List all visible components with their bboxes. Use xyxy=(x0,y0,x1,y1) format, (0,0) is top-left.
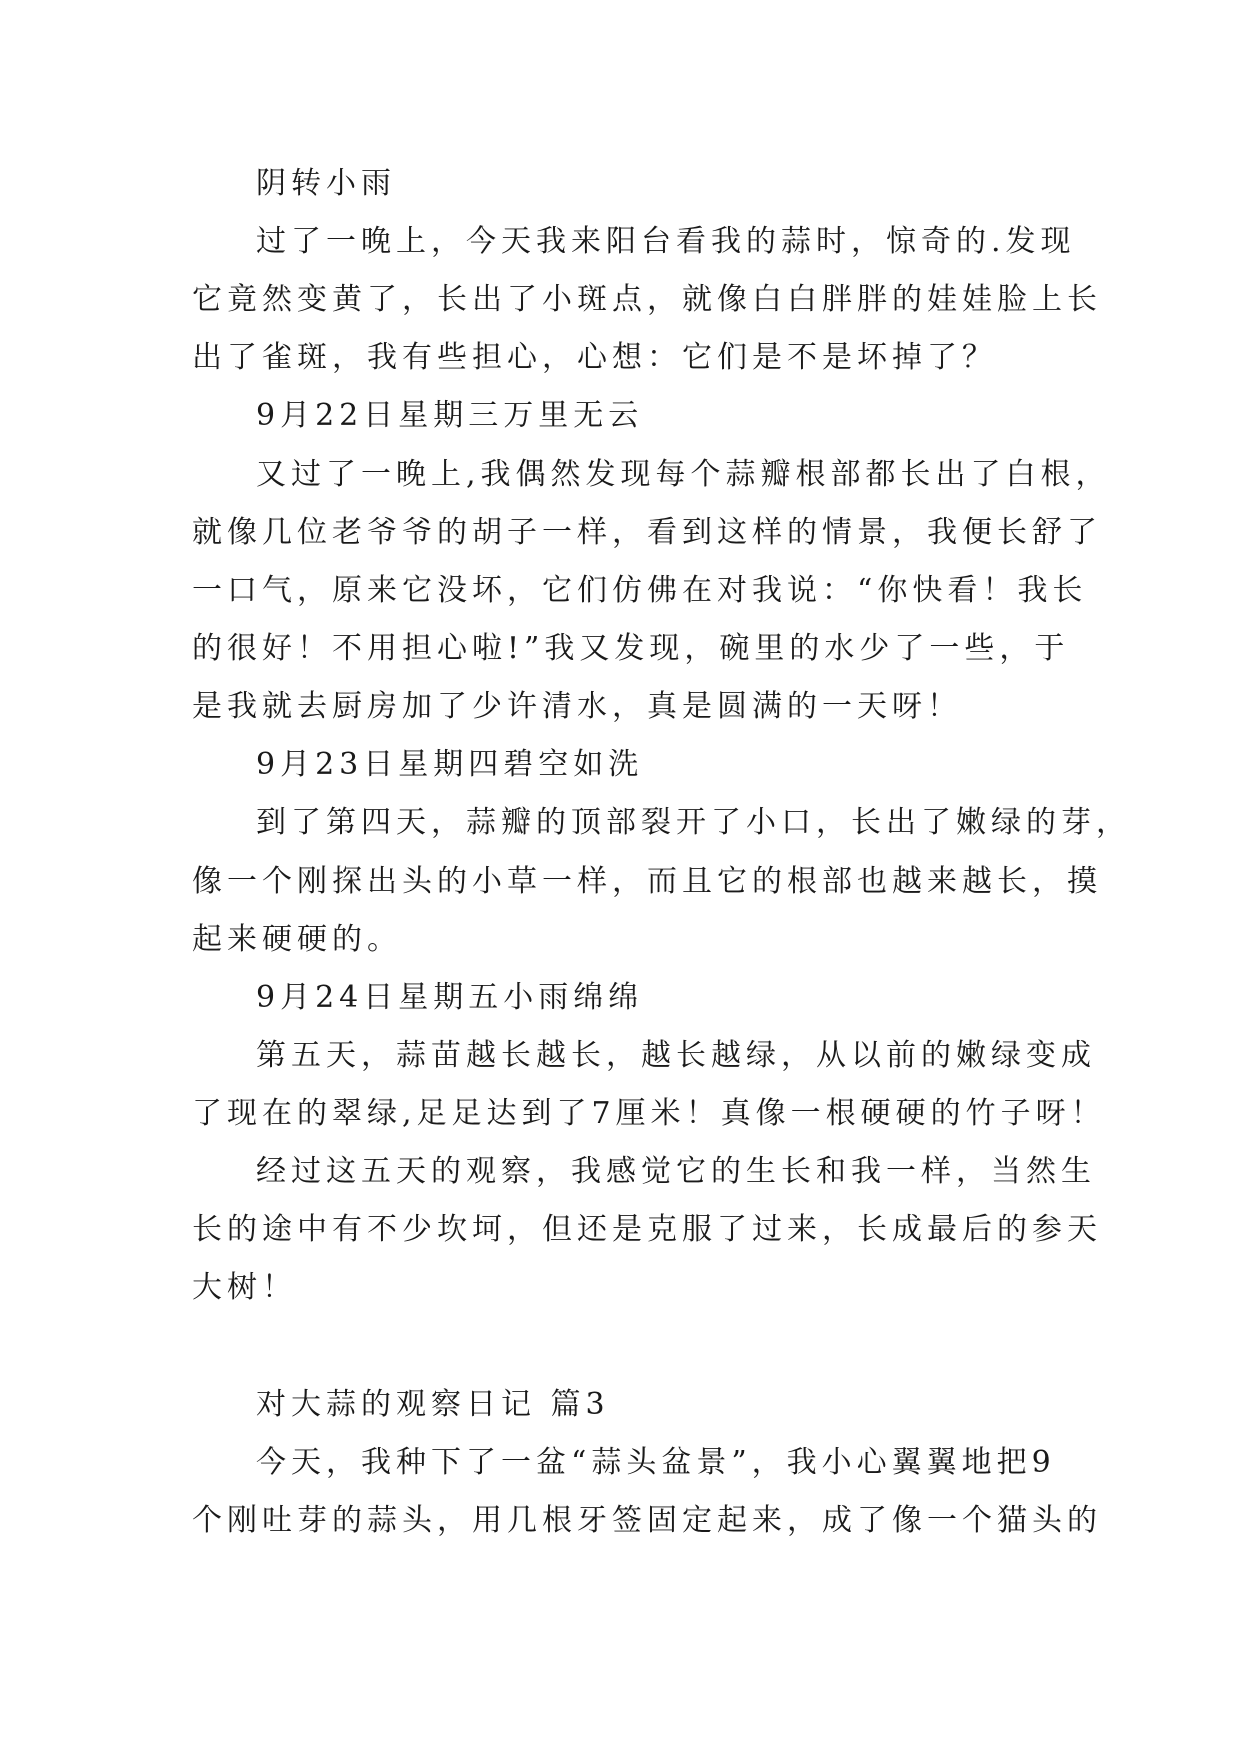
paragraph-line: 大树！ xyxy=(192,1270,297,1305)
paragraph-line: 又过了一晚上,我偶然发现每个蒜瓣根部都长出了白根， xyxy=(256,457,1111,492)
date-heading: 9月22日星期三万里无云 xyxy=(256,398,644,433)
paragraph-line: 过了一晚上，今天我来阳台看我的蒜时，惊奇的.发现 xyxy=(256,224,1076,259)
weather-line: 阴转小雨 xyxy=(256,166,396,201)
date-heading: 9月24日星期五小雨绵绵 xyxy=(256,980,644,1015)
paragraph-line: 今天，我种下了一盆“蒜头盆景”，我小心翼翼地把9 xyxy=(256,1445,1056,1480)
paragraph-line: 到了第四天，蒜瓣的顶部裂开了小口，长出了嫩绿的芽， xyxy=(256,805,1131,840)
paragraph-line: 是我就去厨房加了少许清水，真是圆满的一天呀！ xyxy=(192,689,962,724)
date-heading: 9月23日星期四碧空如洗 xyxy=(256,747,644,782)
paragraph-line: 它竟然变黄了，长出了小斑点，就像白白胖胖的娃娃脸上长 xyxy=(192,282,1102,317)
paragraph-line: 起来硬硬的。 xyxy=(192,922,402,957)
paragraph-line: 了现在的翠绿,足足达到了7厘米！真像一根硬硬的竹子呀！ xyxy=(192,1096,1106,1131)
paragraph-line: 经过这五天的观察，我感觉它的生长和我一样，当然生 xyxy=(256,1154,1096,1189)
paragraph-line: 像一个刚探出头的小草一样，而且它的根部也越来越长，摸 xyxy=(192,864,1102,899)
paragraph-line: 个刚吐芽的蒜头，用几根牙签固定起来，成了像一个猫头的 xyxy=(192,1503,1102,1538)
paragraph-line: 第五天，蒜苗越长越长，越长越绿，从以前的嫩绿变成 xyxy=(256,1038,1096,1073)
section-heading: 对大蒜的观察日记 篇3 xyxy=(256,1387,610,1422)
paragraph-line: 出了雀斑，我有些担心，心想：它们是不是坏掉了？ xyxy=(192,340,997,375)
paragraph-line: 的很好！不用担心啦!”我又发现，碗里的水少了一些，于 xyxy=(192,631,1070,666)
paragraph-line: 长的途中有不少坎坷，但还是克服了过来，长成最后的参天 xyxy=(192,1212,1102,1247)
paragraph-line: 就像几位老爷爷的胡子一样，看到这样的情景，我便长舒了 xyxy=(192,515,1102,550)
paragraph-line: 一口气，原来它没坏，它们仿佛在对我说：“你快看！我长 xyxy=(192,573,1088,608)
